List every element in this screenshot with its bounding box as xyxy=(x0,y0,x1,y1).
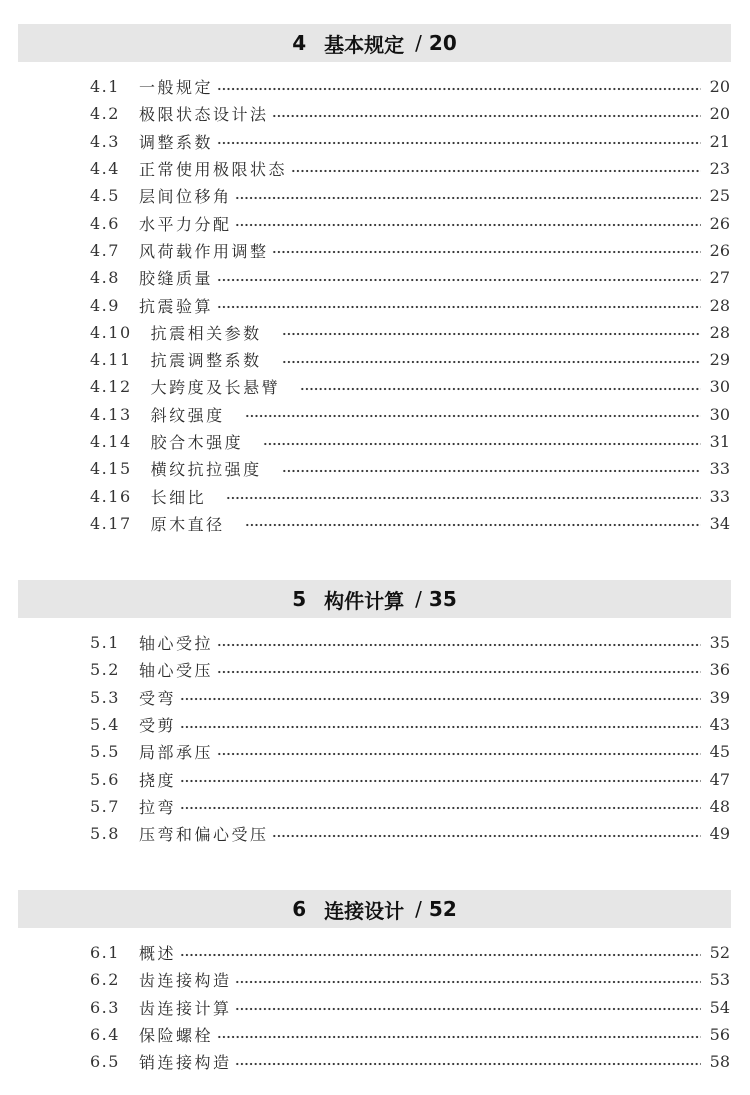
chapter-title: 构件计算 xyxy=(324,588,405,613)
entry-page-number: 34 xyxy=(709,513,730,533)
toc-entry-5-4 xyxy=(90,711,730,738)
dot-leader xyxy=(226,496,701,500)
toc-entry-4-7 xyxy=(90,237,730,264)
entry-number: 4.3 xyxy=(90,131,120,151)
entry-title: 齿连接构造 xyxy=(138,971,232,991)
toc-entry-4-14 xyxy=(90,428,730,455)
chapter-separator: / xyxy=(415,897,422,921)
dot-leader xyxy=(291,169,701,173)
entry-number: 4.15 xyxy=(90,459,132,479)
toc-entry-6-1 xyxy=(90,939,730,966)
dot-leader xyxy=(217,141,701,145)
entry-number: 5.7 xyxy=(90,796,120,816)
dot-leader xyxy=(300,387,701,391)
entry-number: 4.10 xyxy=(90,322,132,342)
chapter-page-number: 35 xyxy=(428,587,457,611)
entry-title: 挠度 xyxy=(138,770,176,790)
entry-number: 6.1 xyxy=(90,943,120,963)
entry-page-number: 56 xyxy=(709,1025,730,1045)
entry-page-number: 33 xyxy=(709,459,730,479)
entry-page-number: 43 xyxy=(709,715,730,735)
entry-title: 原木直径 xyxy=(150,514,225,534)
entry-title: 齿连接计算 xyxy=(138,998,232,1018)
dot-leader xyxy=(272,114,700,118)
entry-page-number: 49 xyxy=(709,824,730,844)
entry-number: 4.12 xyxy=(90,377,132,397)
toc-entry-5-6 xyxy=(90,765,730,792)
entry-number: 5.6 xyxy=(90,769,120,789)
dot-leader xyxy=(217,305,701,309)
entry-title: 风荷载作用调整 xyxy=(138,241,269,261)
entry-number: 4.4 xyxy=(90,159,120,179)
entry-title: 横纹抗拉强度 xyxy=(150,460,262,480)
entry-title: 极限状态设计法 xyxy=(138,105,269,125)
chapter-title: 连接设计 xyxy=(324,898,405,923)
chapter-header xyxy=(18,580,731,618)
entry-number: 5.8 xyxy=(90,824,120,844)
entry-number: 6.3 xyxy=(90,997,120,1017)
entry-title: 抗震调整系数 xyxy=(150,351,262,371)
chapter-page-number: 20 xyxy=(428,31,457,55)
entry-title: 概述 xyxy=(138,944,176,964)
toc-entry-5-5 xyxy=(90,738,730,765)
dot-leader xyxy=(282,360,701,364)
entry-number: 4.9 xyxy=(90,295,120,315)
entry-page-number: 28 xyxy=(709,322,730,342)
toc-entry-5-8 xyxy=(90,820,730,847)
entry-title: 压弯和偏心受压 xyxy=(138,825,269,845)
toc-entry-6-2 xyxy=(90,966,730,993)
entry-title: 受剪 xyxy=(138,716,176,736)
dot-leader xyxy=(217,752,701,756)
dot-leader xyxy=(282,469,701,473)
dot-leader xyxy=(235,980,700,984)
dot-leader xyxy=(235,223,700,227)
dot-leader xyxy=(217,87,701,91)
dot-leader xyxy=(235,196,700,200)
entry-number: 5.3 xyxy=(90,687,120,707)
entry-page-number: 20 xyxy=(709,77,730,97)
entry-title: 销连接构造 xyxy=(138,1053,232,1073)
entry-number: 4.16 xyxy=(90,486,132,506)
entry-number: 6.5 xyxy=(90,1052,120,1072)
entry-page-number: 31 xyxy=(709,432,730,451)
entry-page-number: 39 xyxy=(709,687,730,707)
entry-number: 6.2 xyxy=(90,970,120,990)
toc-entry-6-5 xyxy=(90,1048,730,1075)
entry-page-number: 27 xyxy=(709,268,730,288)
entry-title: 斜纹强度 xyxy=(150,405,225,425)
toc-entry-5-2 xyxy=(90,656,730,683)
entry-number: 4.7 xyxy=(90,240,120,260)
toc-entry-6-3 xyxy=(90,994,730,1021)
toc-entry-4-3 xyxy=(90,128,730,155)
entry-title: 调整系数 xyxy=(138,132,213,152)
toc-entry-5-1 xyxy=(90,629,730,656)
chapter-entries xyxy=(0,629,750,847)
toc-entry-4-10 xyxy=(90,319,730,346)
entry-title: 胶缝质量 xyxy=(138,269,213,289)
entry-number: 4.1 xyxy=(90,77,120,97)
toc-entry-4-15 xyxy=(90,455,730,482)
entry-number: 4.14 xyxy=(90,432,132,451)
chapter-page-number: 52 xyxy=(428,897,457,921)
entry-page-number: 47 xyxy=(709,769,730,789)
dot-leader xyxy=(217,278,701,282)
toc-entry-4-17 xyxy=(90,510,730,537)
toc-entry-4-16 xyxy=(90,482,730,509)
entry-title: 保险螺栓 xyxy=(138,1026,213,1046)
toc-entry-5-7 xyxy=(90,793,730,820)
entry-page-number: 21 xyxy=(709,131,730,151)
chapter-5-section xyxy=(0,580,750,847)
entry-title: 层间位移角 xyxy=(138,187,232,207)
entry-page-number: 58 xyxy=(709,1052,730,1072)
entry-number: 4.13 xyxy=(90,404,132,424)
entry-page-number: 48 xyxy=(709,796,730,816)
chapter-6-section xyxy=(0,890,750,1075)
entry-title: 局部承压 xyxy=(138,743,213,763)
dot-leader xyxy=(217,1035,701,1039)
entry-title: 抗震相关参数 xyxy=(150,323,262,343)
chapter-title: 基本规定 xyxy=(324,32,405,57)
entry-page-number: 45 xyxy=(709,742,730,762)
chapter-number: 4 xyxy=(292,31,307,55)
entry-title: 胶合木强度 xyxy=(150,433,244,452)
toc-entry-4-9 xyxy=(90,291,730,318)
dot-leader xyxy=(217,670,701,674)
toc-entry-4-2 xyxy=(90,100,730,127)
entry-number: 4.11 xyxy=(90,350,132,370)
toc-entry-6-4 xyxy=(90,1021,730,1048)
dot-leader xyxy=(180,953,701,957)
entry-title: 大跨度及长悬臂 xyxy=(150,378,281,398)
entry-page-number: 53 xyxy=(709,970,730,990)
dot-leader xyxy=(263,442,701,446)
entry-page-number: 52 xyxy=(709,943,730,963)
dot-leader xyxy=(180,779,701,783)
entry-number: 4.17 xyxy=(90,513,132,533)
chapter-4-section xyxy=(0,24,750,537)
entry-page-number: 35 xyxy=(709,633,730,653)
dot-leader xyxy=(180,725,701,729)
chapter-separator: / xyxy=(415,587,422,611)
dot-leader xyxy=(180,806,701,810)
toc-entry-4-4 xyxy=(90,155,730,182)
entry-title: 拉弯 xyxy=(138,797,176,817)
entry-page-number: 54 xyxy=(709,997,730,1017)
toc-entry-4-1 xyxy=(90,73,730,100)
dot-leader xyxy=(235,1007,700,1011)
toc-entry-4-11 xyxy=(90,346,730,373)
dot-leader xyxy=(272,250,700,254)
entry-page-number: 29 xyxy=(709,350,730,370)
dot-leader xyxy=(245,414,701,418)
entry-number: 4.6 xyxy=(90,213,120,233)
toc-entry-5-3 xyxy=(90,684,730,711)
entry-number: 5.2 xyxy=(90,660,120,680)
entry-number: 4.5 xyxy=(90,186,120,206)
chapter-number: 5 xyxy=(292,587,307,611)
dot-leader xyxy=(282,332,701,336)
entry-title: 受弯 xyxy=(138,688,176,708)
toc-entry-4-13 xyxy=(90,401,730,428)
chapter-number: 6 xyxy=(292,897,307,921)
entry-number: 5.1 xyxy=(90,633,120,653)
chapter-header xyxy=(18,890,731,928)
dot-leader xyxy=(235,1062,700,1066)
entry-page-number: 36 xyxy=(709,660,730,680)
toc-entry-4-5 xyxy=(90,182,730,209)
entry-number: 6.4 xyxy=(90,1025,120,1045)
entry-title: 轴心受拉 xyxy=(138,634,213,654)
entry-page-number: 23 xyxy=(709,159,730,179)
chapter-entries xyxy=(0,939,750,1075)
entry-page-number: 28 xyxy=(709,295,730,315)
entry-title: 长细比 xyxy=(150,487,207,507)
entry-title: 一般规定 xyxy=(138,78,213,98)
entry-title: 抗震验算 xyxy=(138,296,213,316)
dot-leader xyxy=(245,523,701,527)
entry-title: 水平力分配 xyxy=(138,214,232,234)
entry-page-number: 30 xyxy=(709,377,730,397)
entry-title: 轴心受压 xyxy=(138,661,213,681)
dot-leader xyxy=(180,697,701,701)
dot-leader xyxy=(217,643,701,647)
chapter-header xyxy=(18,24,731,62)
entry-page-number: 33 xyxy=(709,486,730,506)
entry-number: 5.5 xyxy=(90,742,120,762)
entry-number: 4.8 xyxy=(90,268,120,288)
chapter-entries xyxy=(0,73,750,537)
entry-page-number: 20 xyxy=(709,104,730,124)
entry-page-number: 30 xyxy=(709,404,730,424)
entry-page-number: 26 xyxy=(709,240,730,260)
toc-entry-4-12 xyxy=(90,373,730,400)
entry-page-number: 25 xyxy=(709,186,730,206)
toc-entry-4-6 xyxy=(90,209,730,236)
toc-entry-4-8 xyxy=(90,264,730,291)
entry-number: 4.2 xyxy=(90,104,120,124)
entry-page-number: 26 xyxy=(709,213,730,233)
chapter-separator: / xyxy=(415,31,422,55)
entry-number: 5.4 xyxy=(90,715,120,735)
dot-leader xyxy=(272,834,700,838)
entry-title: 正常使用极限状态 xyxy=(138,160,287,180)
